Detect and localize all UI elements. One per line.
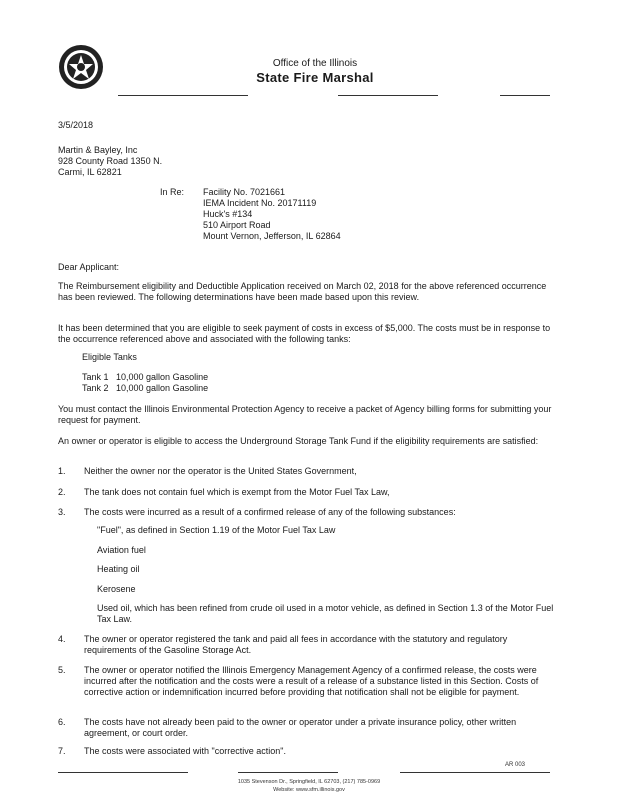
requirement-number: 5.: [58, 665, 66, 675]
footer-rule: [400, 772, 550, 773]
header-rule: [338, 95, 438, 96]
address-line: 928 County Road 1350 N.: [58, 156, 163, 166]
paragraph: It has been determined that you are eligible to seek payment of costs in excess of $5,000. The costs must be in response to the occurrence referenced above and associated with the following tanks:: [58, 323, 551, 344]
paragraph: You must contact the Illinois Environmental Protection Agency to receive a packet of Agency billing forms for submitting your request for payment.: [58, 404, 552, 425]
in-re-line: Facility No. 7021661: [203, 187, 286, 197]
paragraph: An owner or operator is eligible to access the Underground Storage Tank Fund if the eligibility requirements are satisfied:: [58, 436, 539, 446]
salutation: Dear Applicant:: [58, 262, 120, 272]
substance-item: Used oil, which has been refined from crude oil used in a motor vehicle, as defined in Section 1.3 of the Motor Fuel Tax Law.: [97, 603, 554, 624]
requirement-text: The costs were incurred as a result of a confirmed release of any of the following substances:: [84, 507, 456, 517]
page-title: State Fire Marshal: [256, 70, 374, 85]
footer-address: 1035 Stevenson Dr., Springfield, IL 62703, (217) 785-0969: [237, 779, 381, 785]
eligible-tanks-heading: Eligible Tanks: [82, 352, 137, 362]
footer-reference: AR 003: [505, 762, 526, 768]
substance-item: "Fuel", as defined in Section 1.19 of the Motor Fuel Tax Law: [97, 525, 336, 535]
requirement-number: 1.: [58, 466, 66, 476]
requirement-text: The costs have not already been paid to the owner or operator under a private insurance policy, other written agreement, or court order.: [84, 717, 517, 738]
in-re-line: 510 Airport Road: [203, 220, 271, 230]
letter-date: 3/5/2018: [58, 120, 94, 130]
footer-rule: [238, 772, 338, 773]
in-re-line: Huck's #134: [203, 209, 253, 219]
substance-item: Aviation fuel: [97, 545, 146, 555]
requirement-text: The tank does not contain fuel which is exempt from the Motor Fuel Tax Law,: [84, 487, 390, 497]
footer-rule: [58, 772, 188, 773]
in-re-line: Mount Vernon, Jefferson, IL 62864: [203, 231, 341, 241]
requirement-number: 7.: [58, 746, 66, 756]
requirement-number: 6.: [58, 717, 66, 727]
tank-item: Tank 1 10,000 gallon Gasoline: [82, 372, 209, 382]
in-re-line: IEMA Incident No. 20171119: [203, 198, 317, 208]
office-line: Office of the Illinois: [272, 58, 358, 69]
requirement-text: Neither the owner nor the operator is the United States Government,: [84, 466, 357, 476]
footer-website: Website: www.sfm.illinois.gov: [273, 787, 345, 793]
in-re-label: In Re:: [160, 187, 185, 197]
substance-item: Heating oil: [97, 564, 140, 574]
substance-item: Kerosene: [97, 584, 136, 594]
address-line: Martin & Bayley, Inc: [58, 145, 138, 155]
header-rule: [118, 95, 248, 96]
state-fire-marshal-seal-icon: [58, 44, 104, 90]
tank-item: Tank 2 10,000 gallon Gasoline: [82, 383, 209, 393]
requirement-number: 4.: [58, 634, 66, 644]
requirement-number: 3.: [58, 507, 66, 517]
requirement-text: The costs were associated with "corrective action".: [84, 746, 286, 756]
requirement-text: The owner or operator notified the Illinois Emergency Management Agency of a confirmed release, the costs were incurred after the notification and the costs were a result of a release of a substance listed in this Section. Costs of corrective action or indemnification incurred before providing that notification shall not be eligible for payment.: [84, 665, 539, 697]
requirement-number: 2.: [58, 487, 66, 497]
requirement-text: The owner or operator registered the tank and paid all fees in accordance with the statutory and regulatory requirements of the Gasoline Storage Act.: [84, 634, 508, 655]
header-rule: [500, 95, 550, 96]
address-line: Carmi, IL 62821: [58, 167, 122, 177]
paragraph: The Reimbursement eligibility and Deductible Application received on March 02, 2018 for the above referenced occurrence has been reviewed. The following determinations have been made based upon this review.: [58, 281, 547, 302]
